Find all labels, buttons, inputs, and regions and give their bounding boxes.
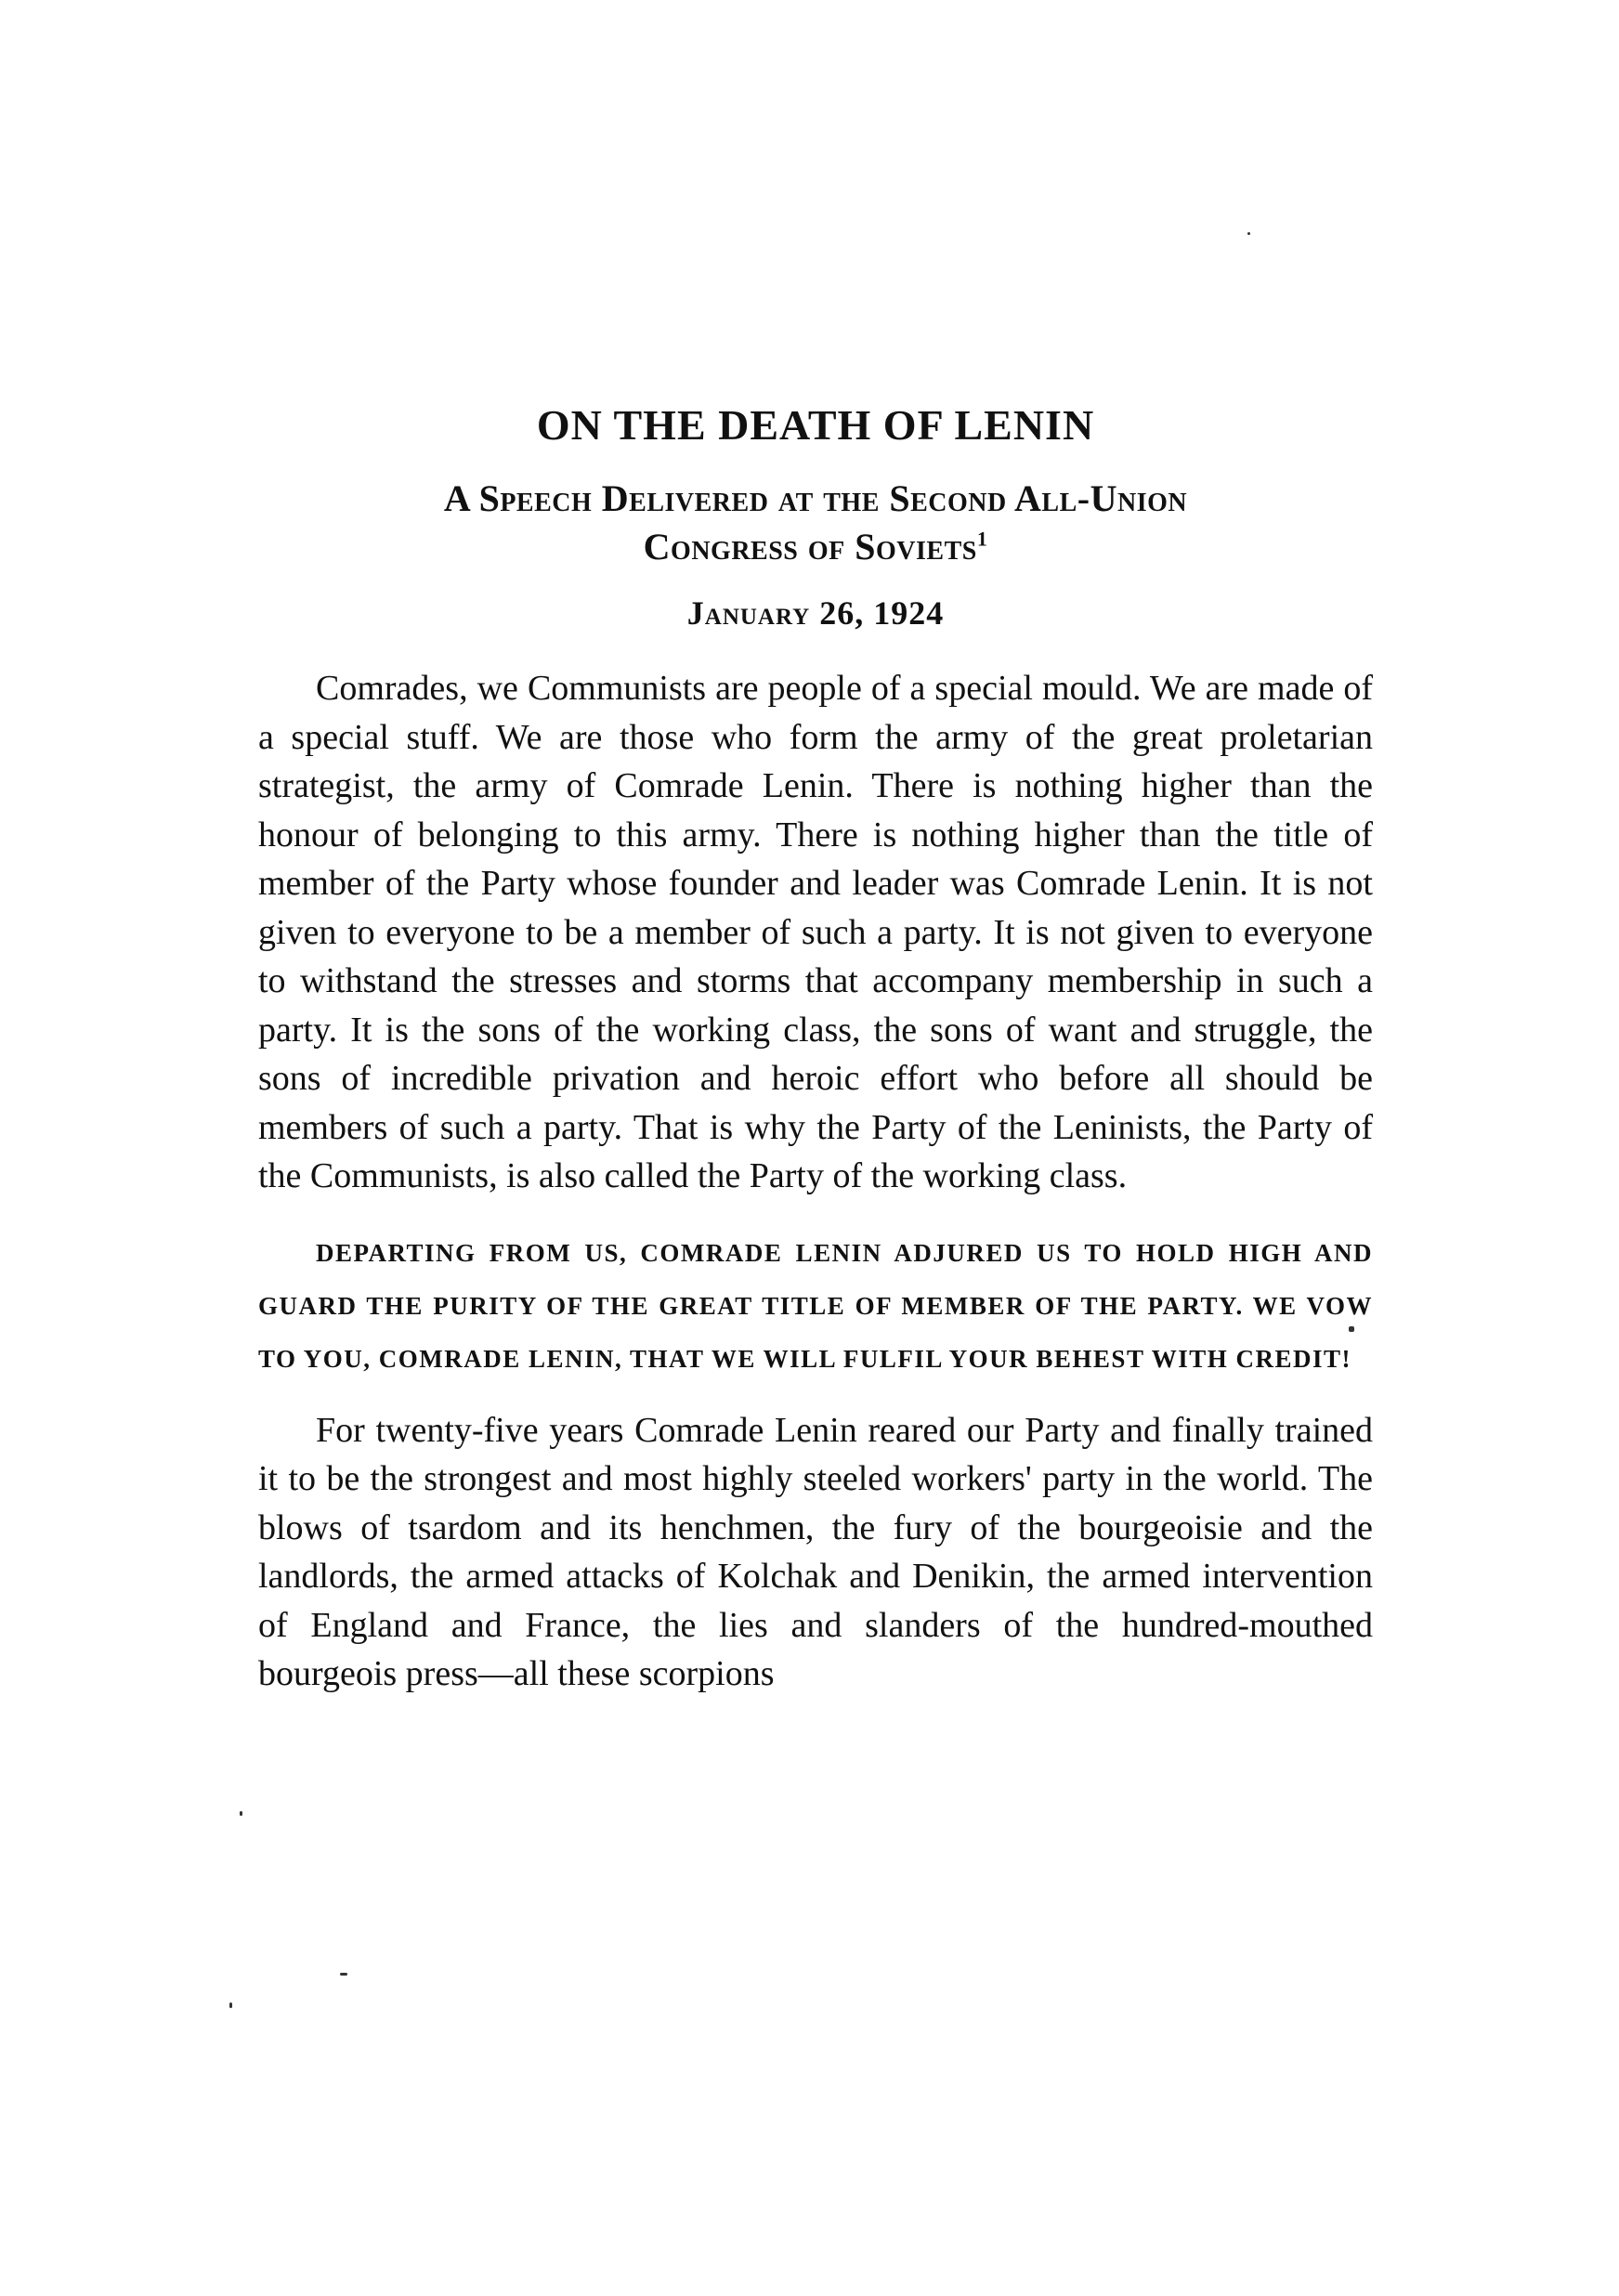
page-content: [258, 399, 1373, 1699]
footnote-marker: 1: [976, 527, 988, 551]
body-paragraph-2: For twenty-five years Comrade Lenin reared our Party and finally trained it to be the strongest and most highly steeled workers' party in the world. The blows of tsardom and its henchmen, the fury of the bourgeoisie and the landlords, the armed attacks of Kolchak and Denikin, the armed intervention of England and France, the lies and slanders of the hundred-mouthed bourgeois press—all these scorpions: [258, 1410, 1373, 1694]
body-paragraph-1: Comrades, we Communists are people of a special mould. We are made of a special stuff. We are those who form the army of the great proletarian strategist, the army of Comrade Lenin. There is nothing higher than the honour of belonging to this army. There is nothing higher than the title of member of the Party whose founder and leader was Comrade Lenin. It is not given to everyone to be a member of such a party. It is not given to everyone to withstand the stresses and storms that accompany membership in such a party. It is the sons of the working class, the sons of want and struggle, the sons of incredible privation and heroic effort who before all should be members of such a party. That is why the Party of the Leninists, the Party of the Communists, is also called the Party of the working class.: [258, 669, 1373, 1196]
scan-speck: [340, 1973, 347, 1976]
speech-subtitle: [258, 475, 1373, 571]
pledge-paragraph: DEPARTING FROM US, COMRADE LENIN ADJURED US TO HOLD HIGH AND GUARD THE PURITY OF THE GREAT TITLE OF MEMBER OF THE PARTY. WE VOW TO YOU, COMRADE LENIN, THAT WE WILL FULFIL YOUR BEHEST WITH CREDIT!: [258, 1238, 1373, 1373]
page-title: ON THE DEATH OF LENIN: [536, 401, 1095, 449]
scan-speck: [1349, 1326, 1354, 1332]
speech-date: January 26, 1924: [686, 594, 945, 633]
scan-speck: [1247, 232, 1250, 235]
scan-speck: [240, 1811, 242, 1816]
scan-speck: [229, 2002, 232, 2008]
subtitle-line-1: A Speech Delivered at the Second All-Union: [443, 477, 1188, 520]
subtitle-line-2: Congress of Soviets: [643, 526, 977, 568]
